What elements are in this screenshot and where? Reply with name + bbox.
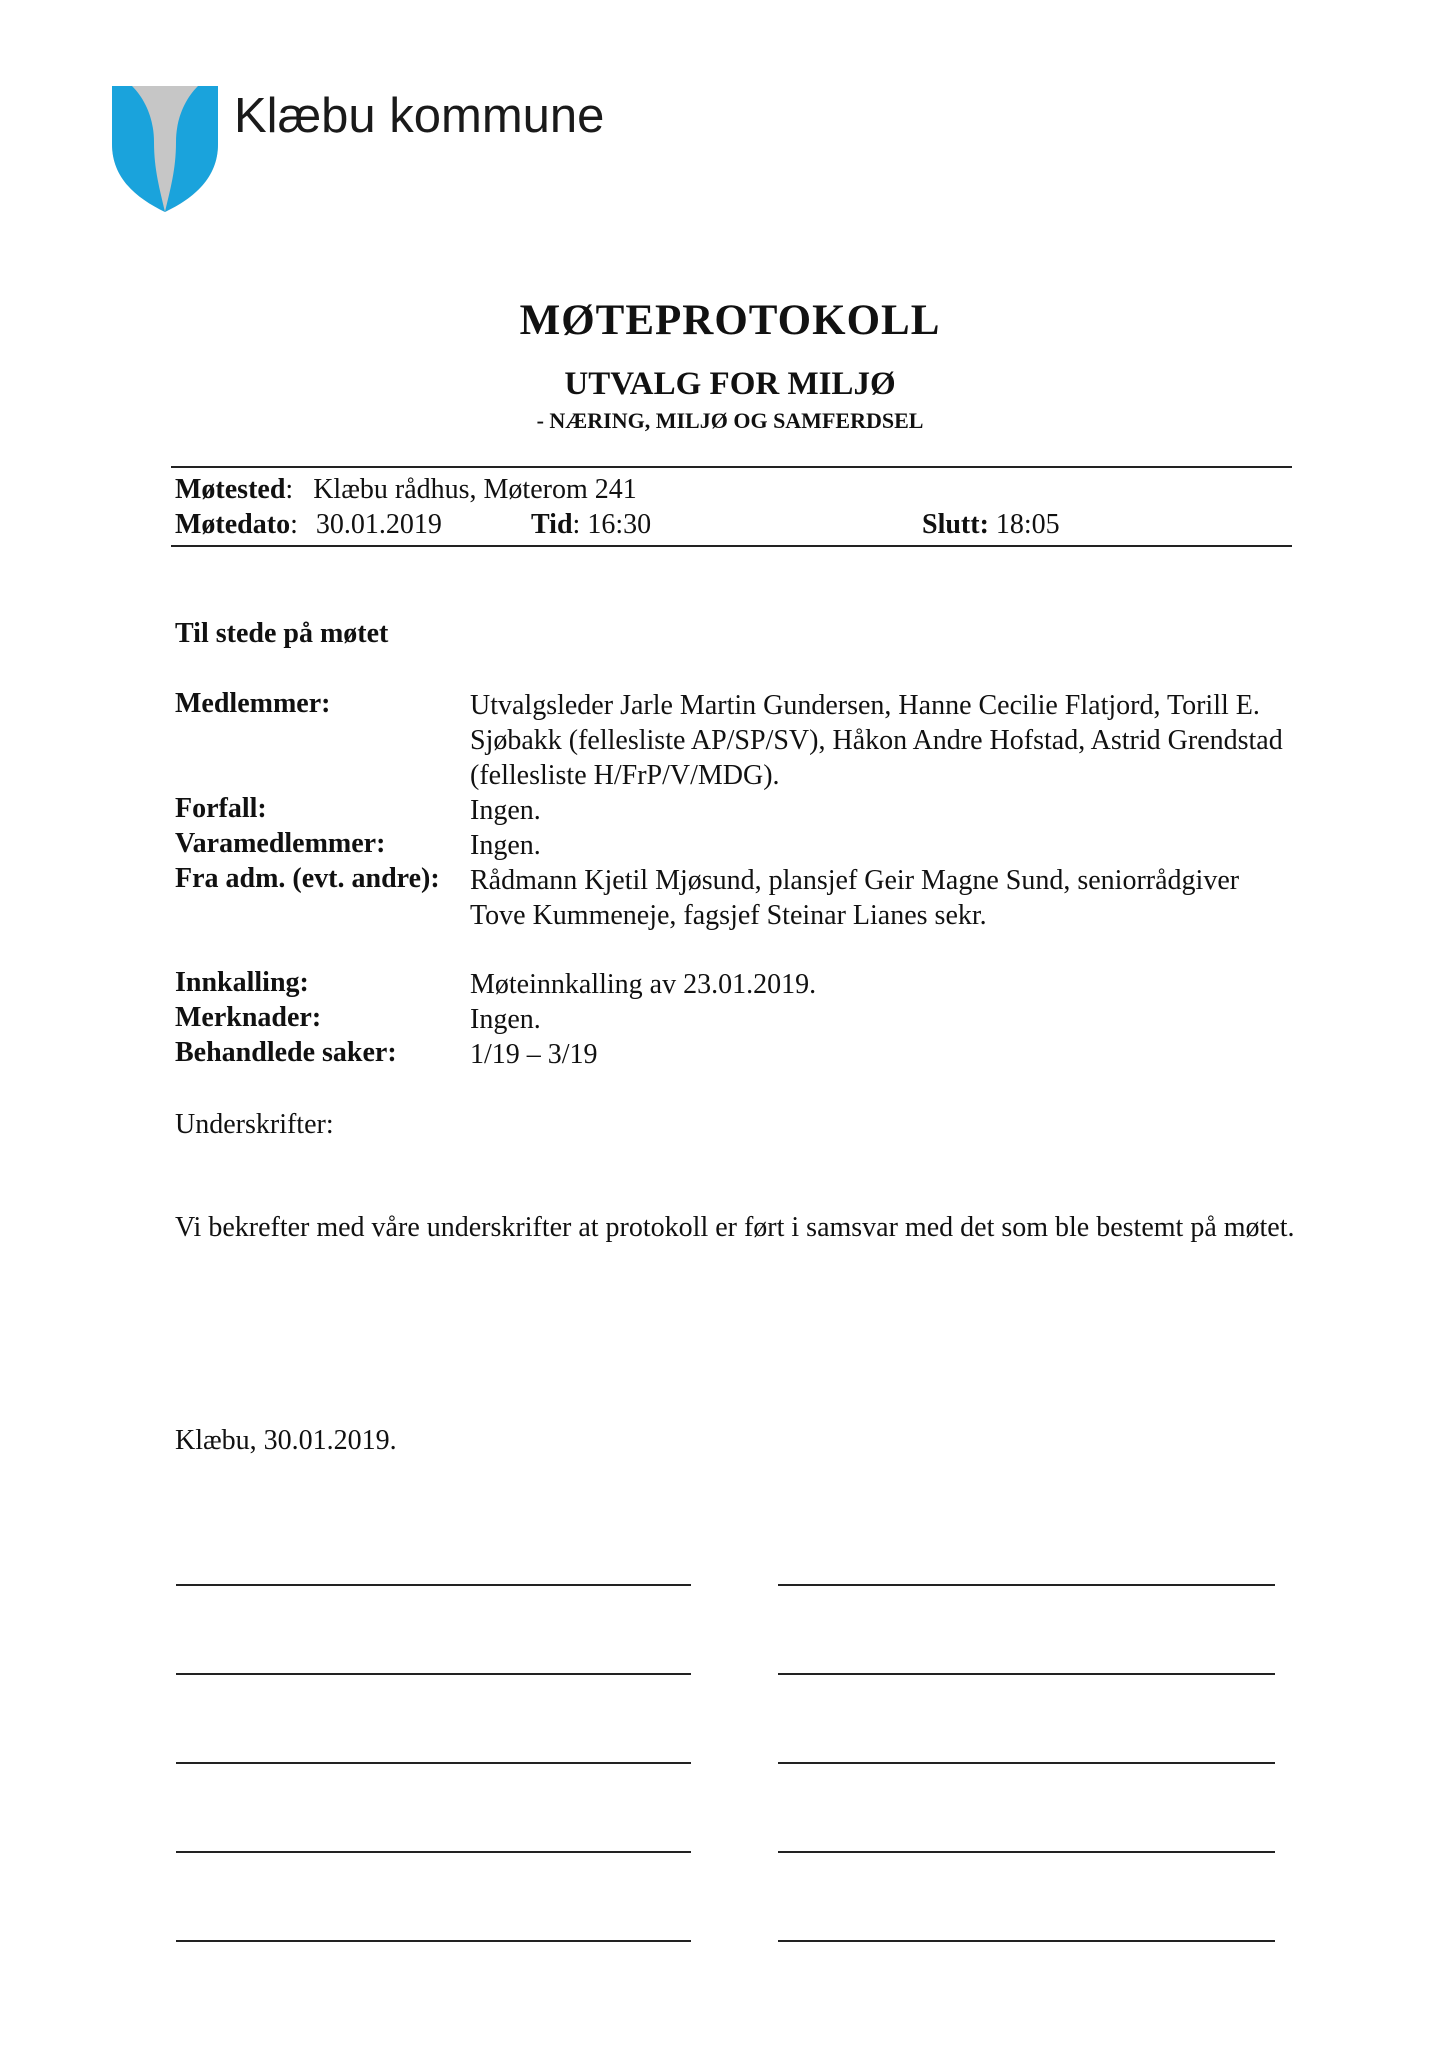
absence-label: Forfall: [175, 793, 267, 824]
end-value: 18:05 [995, 509, 1060, 540]
date-value: 30.01.2019 [315, 509, 442, 540]
signature-line [176, 1940, 691, 1942]
signature-line [176, 1673, 691, 1675]
signatures-heading: Underskrifter: [175, 1109, 334, 1140]
divider-top [171, 466, 1292, 468]
end-label: Slutt: [922, 509, 989, 540]
signature-line [778, 1762, 1275, 1764]
date-label: Møtedato [175, 509, 291, 540]
remarks-label: Merknader: [175, 1002, 322, 1033]
remarks-value: Ingen. [470, 1004, 541, 1035]
signature-line [176, 1762, 691, 1764]
signature-line [778, 1584, 1275, 1586]
administration-label: Fra adm. (evt. andre): [175, 863, 440, 894]
meeting-place: Møtested: Klæbu rådhus, Møterom 241 [175, 474, 637, 505]
administration-value: Rådmann Kjetil Mjøsund, plansjef Geir Magne Sund, seniorrådgiver Tove Kummeneje, fagsjef Steinar Lianes sekr. [470, 865, 1240, 931]
confirmation-text: Vi bekrefter med våre underskrifter at protokoll er ført i samsvar med det som ble bestemt på møtet. [175, 1212, 1295, 1243]
invitation-label: Innkalling: [175, 967, 309, 998]
meeting-date: Møtedato: 30.01.2019 [175, 509, 442, 540]
committee-subtitle: - NÆRING, MILJØ OG SAMFERDSEL [536, 408, 924, 433]
absence-value: Ingen. [470, 795, 541, 826]
signature-line [176, 1584, 691, 1586]
invitation-value: Møteinnkalling av 23.01.2019. [470, 969, 817, 1000]
meeting-time: Tid: 16:30 [531, 509, 652, 540]
document-title: MØTEPROTOKOLL [519, 297, 941, 344]
place-date: Klæbu, 30.01.2019. [175, 1425, 397, 1456]
members-label: Medlemmer: [175, 688, 331, 719]
members-value: Utvalgsleder Jarle Martin Gundersen, Hanne Cecilie Flatjord, Torill E. Sjøbakk (fellesliste AP/SP/SV), Håkon Andre Hofstad, Astrid Grendstad (fellesliste H/FrP/V/MDG). [470, 690, 1283, 791]
signature-line [778, 1940, 1275, 1942]
committee-name: UTVALG FOR MILJØ [564, 366, 896, 402]
signature-line [778, 1673, 1275, 1675]
attendance-title: Til stede på møtet [175, 618, 389, 649]
coat-of-arms-icon [112, 86, 218, 212]
meeting-end [922, 509, 1060, 541]
signature-line [176, 1851, 691, 1853]
substitutes-value: Ingen. [470, 830, 541, 861]
substitutes-label: Varamedlemmer: [175, 828, 386, 859]
place-label: Møtested [175, 474, 286, 505]
org-name: Klæbu kommune [234, 89, 605, 143]
place-value: Klæbu rådhus, Møterom 241 [313, 474, 637, 505]
cases-value: 1/19 – 3/19 [470, 1039, 598, 1070]
divider-bottom [171, 545, 1292, 547]
cases-label: Behandlede saker: [175, 1037, 397, 1068]
time-value: 16:30 [587, 509, 652, 540]
time-label: Tid [531, 509, 573, 540]
signature-line [778, 1851, 1275, 1853]
